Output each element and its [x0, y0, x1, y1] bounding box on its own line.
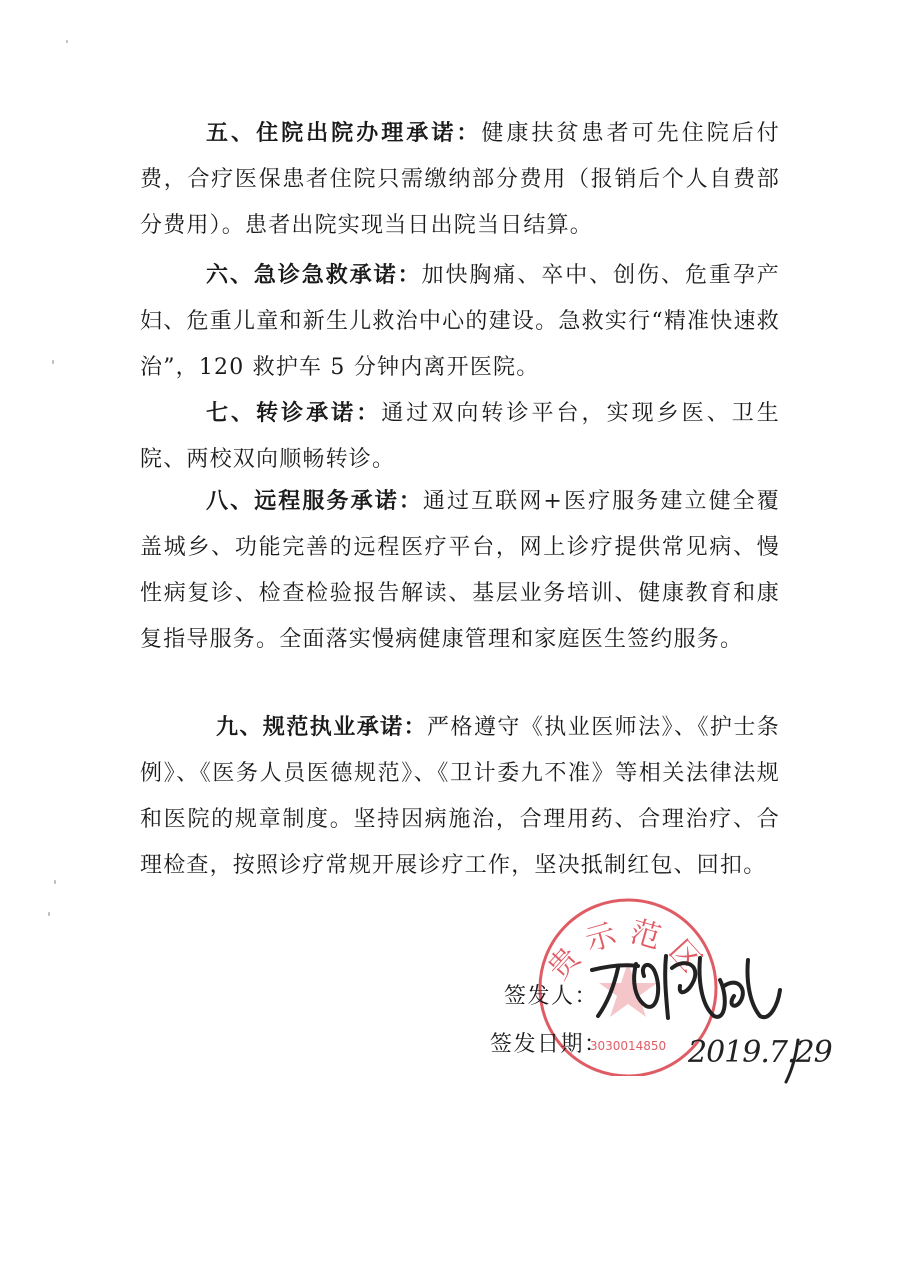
signer-label: 签发人：: [504, 984, 599, 1009]
section-heading: 九、规范执业承诺：: [216, 714, 428, 740]
section-heading: 八、远程服务承诺：: [206, 488, 423, 514]
section-heading: 五、住院出院办理承诺：: [206, 120, 482, 146]
section-body: 严格遵守《执业医师法》、《护士条例》、《医务人员医德规范》、《卫计委九不准》等相关法律法规和医院的规章制度。坚持因病施治，合理用药、合理治疗、合理检查，按照诊疗常规开展诊疗工作，坚决抵制红包、回扣。: [140, 715, 780, 878]
section-heading: 六、急诊急救承诺：: [206, 262, 422, 288]
section-body: 通过互联网+医疗服务建立健全覆盖城乡、功能完善的远程医疗平台，网上诊疗提供常见病、慢性病复诊、检查检验报告解读、基层业务培训、健康教育和康复指导服务。全面落实慢病健康管理和家庭医生签约服务。: [140, 489, 780, 652]
section-body: 加快胸痛、卒中、创伤、危重孕产妇、危重儿童和新生儿救治中心的建设。急救实行“精准快速救治”，120 救护车 5 分钟内离开医院。: [140, 263, 780, 380]
section-9: [140, 704, 780, 889]
section-7: [140, 390, 780, 483]
issue-date-row: [490, 1030, 608, 1060]
scan-speck: [48, 912, 50, 916]
seal-code: 3030014850: [589, 1039, 667, 1053]
section-body: 通过双向转诊平台，实现乡医、卫生院、两校双向顺畅转诊。: [140, 401, 781, 472]
seal-arc-text: 贵示范区: [541, 914, 715, 987]
section-heading: 七、转诊承诺：: [206, 400, 382, 426]
signer-row: [504, 982, 598, 1012]
handwritten-signature: [588, 946, 784, 1028]
section-6: [140, 252, 780, 391]
section-body: 健康扶贫患者可先住院后付费，合疗医保患者住院只需缴纳部分费用（报销后个人自费部分费用）。患者出院实现当日出院当日结算。: [140, 121, 781, 238]
scan-speck: [54, 880, 56, 884]
scan-speck: [66, 40, 68, 43]
scan-speck: [52, 360, 54, 364]
handwritten-date: [686, 1026, 832, 1086]
section-5: [140, 110, 780, 249]
section-8: [140, 478, 780, 663]
issue-date-label: 签发日期：: [490, 1032, 608, 1057]
handwritten-date-text: 2019.7.29: [688, 1035, 832, 1070]
